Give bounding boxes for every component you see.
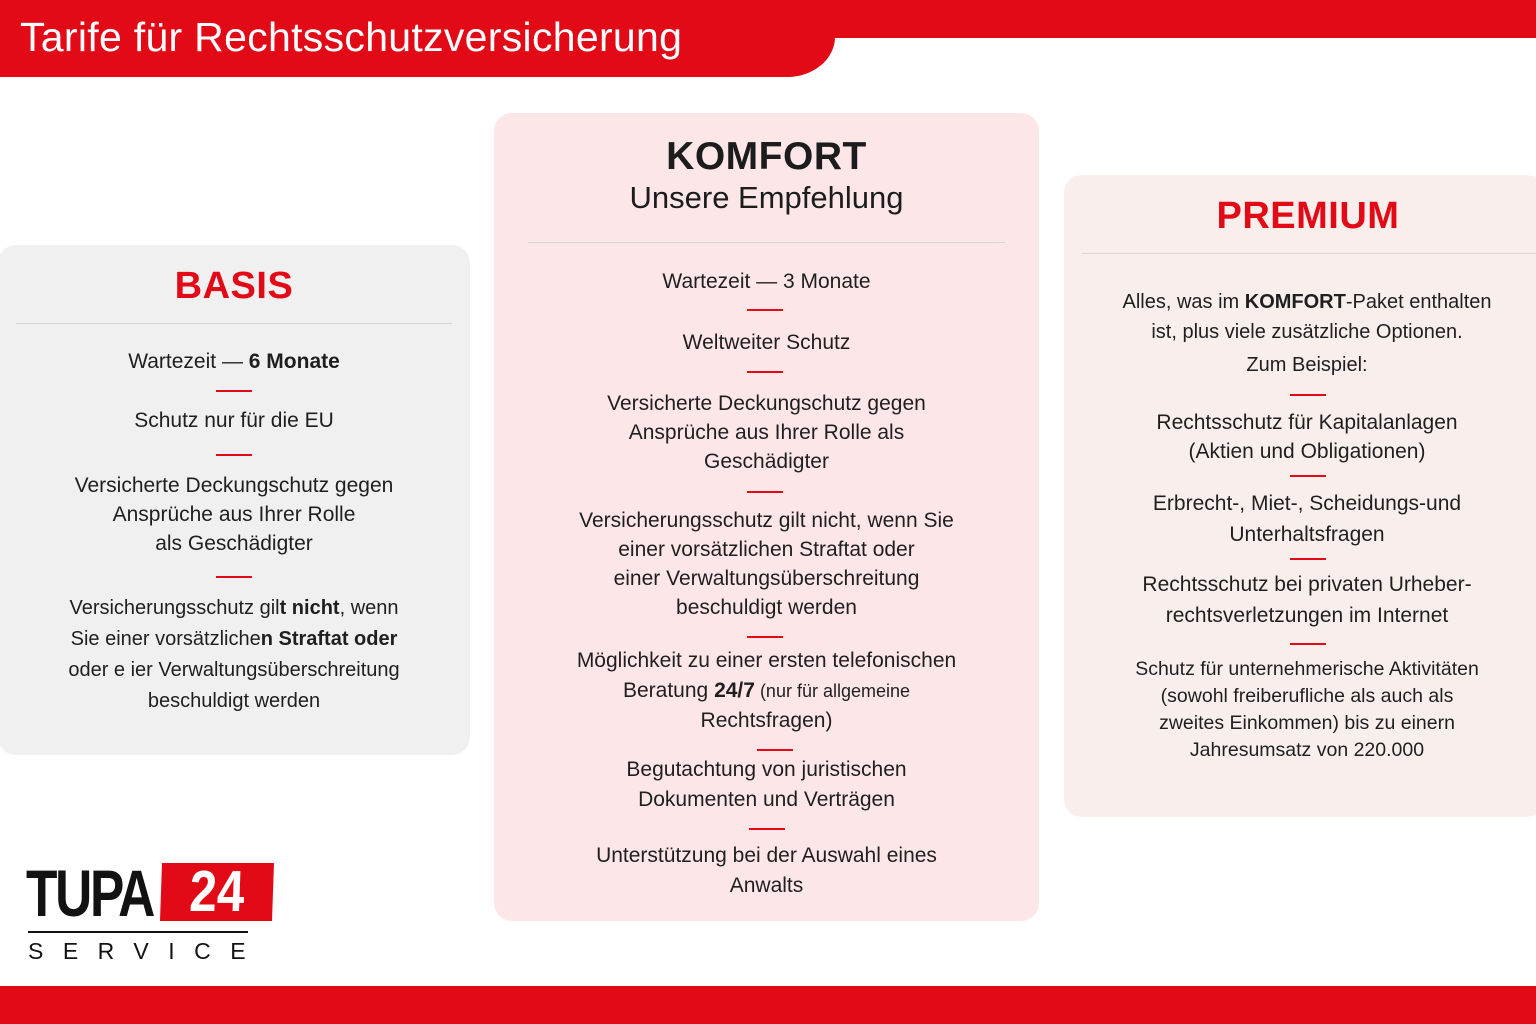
feature-family-law xyxy=(1064,488,1536,550)
divider xyxy=(16,323,452,324)
feature-lawyer-selection xyxy=(494,841,1039,901)
feature-line: einer Verwaltungsüberschreitung xyxy=(613,567,920,590)
logo-number: 24 xyxy=(188,859,246,924)
divider xyxy=(528,242,1005,243)
feature-line xyxy=(504,676,1029,706)
separator-dash xyxy=(1290,643,1326,645)
feature-line: Ansprüche aus Ihrer Rolle xyxy=(112,503,356,526)
feature-line: oder e ier Verwaltungsüberschreitung xyxy=(68,659,400,681)
feature-line: zweites Einkommen) bis zu einern xyxy=(1159,712,1455,734)
feature-line: ist, plus viele zusätzliche Optionen. xyxy=(1151,321,1463,343)
separator-dash xyxy=(1290,394,1326,396)
text: -Paket enthalten xyxy=(1345,291,1492,313)
feature-line: Rechtsschutz bei privaten Urheber- xyxy=(1142,573,1472,596)
feature-region: Schutz nur für die EU xyxy=(134,409,334,432)
text: Alles, was im xyxy=(1122,291,1245,313)
feature-copyright xyxy=(1064,569,1536,631)
feature-line: Möglichkeit zu einer ersten telefonischen xyxy=(576,649,957,672)
feature-line: Begutachtung von juristischen xyxy=(626,758,907,781)
logo-divider xyxy=(28,931,248,933)
feature-waiting-period: Wartezeit — 3 Monate xyxy=(662,270,871,293)
feature-phone-consultation xyxy=(494,646,1039,736)
feature-text: Wartezeit — xyxy=(128,350,249,373)
feature-line xyxy=(8,593,460,624)
separator-dash xyxy=(747,636,783,638)
separator-dash xyxy=(749,828,785,830)
feature-line: Rechtsfragen) xyxy=(700,709,833,732)
tupa24-logo xyxy=(26,856,266,968)
feature-coverage xyxy=(494,389,1039,476)
footer-band xyxy=(0,986,1536,1024)
feature-business xyxy=(1064,656,1536,764)
header-title-tab xyxy=(0,0,835,77)
plan-card-premium xyxy=(1064,175,1536,817)
separator-dash xyxy=(1290,558,1326,560)
feature-investments xyxy=(1064,408,1536,466)
feature-exclusion xyxy=(494,506,1039,622)
feature-region: Weltweiter Schutz xyxy=(682,331,851,354)
separator-dash xyxy=(216,454,252,456)
separator-dash xyxy=(747,371,783,373)
premium-intro xyxy=(1064,287,1536,380)
separator-dash xyxy=(747,491,783,493)
feature-line: rechtsverletzungen im Internet xyxy=(1165,604,1449,627)
separator-dash xyxy=(747,309,783,311)
text-bold: 24/7 xyxy=(714,679,755,702)
feature-line: (sowohl freiberufliche als auch als xyxy=(1160,685,1454,707)
text-bold: t nicht xyxy=(279,597,340,619)
feature-line xyxy=(1074,287,1536,317)
feature-line: Unterhaltsfragen xyxy=(1229,523,1385,546)
plan-card-basis xyxy=(0,245,470,755)
logo-tagline: SERVICE xyxy=(28,938,266,964)
feature-line: Dokumenten und Verträgen xyxy=(638,788,895,811)
feature-line: Erbrecht-, Miet-, Scheidungs-und xyxy=(1152,492,1462,515)
text: Versicherungsschutz gil xyxy=(69,597,280,619)
feature-line: (Aktien und Obligationen) xyxy=(1188,440,1426,463)
feature-line: Zum Beispiel: xyxy=(1246,354,1368,376)
text: , wenn xyxy=(339,597,399,619)
feature-line: beschuldigt werden xyxy=(676,596,857,619)
feature-line: einer vorsätzlichen Straftat oder xyxy=(618,538,915,561)
text: Sie einer vorsätzliche xyxy=(70,628,261,650)
feature-line: Versicherungsschutz gilt nicht, wenn Sie xyxy=(579,509,954,532)
feature-line: als Geschädigter xyxy=(155,532,313,555)
feature-coverage xyxy=(0,471,470,558)
feature-line: Unterstützung bei der Auswahl eines xyxy=(596,844,937,867)
feature-line: Versicherte Deckungschutz gegen xyxy=(607,392,926,415)
feature-exclusion xyxy=(0,593,470,717)
feature-line: Jahresumsatz von 220.000 xyxy=(1189,739,1425,761)
divider xyxy=(1082,253,1536,254)
plan-name: PREMIUM xyxy=(1216,195,1400,237)
page-title: Tarife für Rechtsschutzversicherung xyxy=(20,14,683,60)
plan-name: KOMFORT xyxy=(666,135,867,178)
separator-dash xyxy=(1290,475,1326,477)
separator-dash xyxy=(757,749,793,751)
text: Beratung xyxy=(622,679,715,702)
feature-line: Schutz für unternehmerische Aktivitäten xyxy=(1135,658,1479,680)
separator-dash xyxy=(216,390,252,392)
logo-number-box xyxy=(160,859,274,924)
feature-line xyxy=(8,624,460,655)
plan-card-komfort xyxy=(494,113,1039,921)
text-bold: KOMFORT xyxy=(1244,291,1346,313)
plan-recommendation: Unsere Empfehlung xyxy=(629,180,904,215)
text-bold: n Straftat oder xyxy=(260,628,398,650)
separator-dash xyxy=(216,576,252,578)
text-small: (nur für allgemeine xyxy=(754,681,911,701)
feature-line: Rechtsschutz für Kapitalanlagen xyxy=(1156,411,1458,434)
feature-line: Ansprüche aus Ihrer Rolle als xyxy=(628,421,905,444)
feature-line: Geschädigter xyxy=(704,450,829,473)
feature-document-review xyxy=(494,755,1039,815)
feature-waiting-period xyxy=(0,347,470,376)
feature-line: beschuldigt werden xyxy=(147,690,321,712)
feature-line: Versicherte Deckungschutz gegen xyxy=(74,474,394,497)
feature-value: 6 Monate xyxy=(248,350,340,373)
feature-line: Anwalts xyxy=(729,874,804,897)
plan-name: BASIS xyxy=(174,265,294,307)
logo-brand: TUPA xyxy=(26,856,153,930)
